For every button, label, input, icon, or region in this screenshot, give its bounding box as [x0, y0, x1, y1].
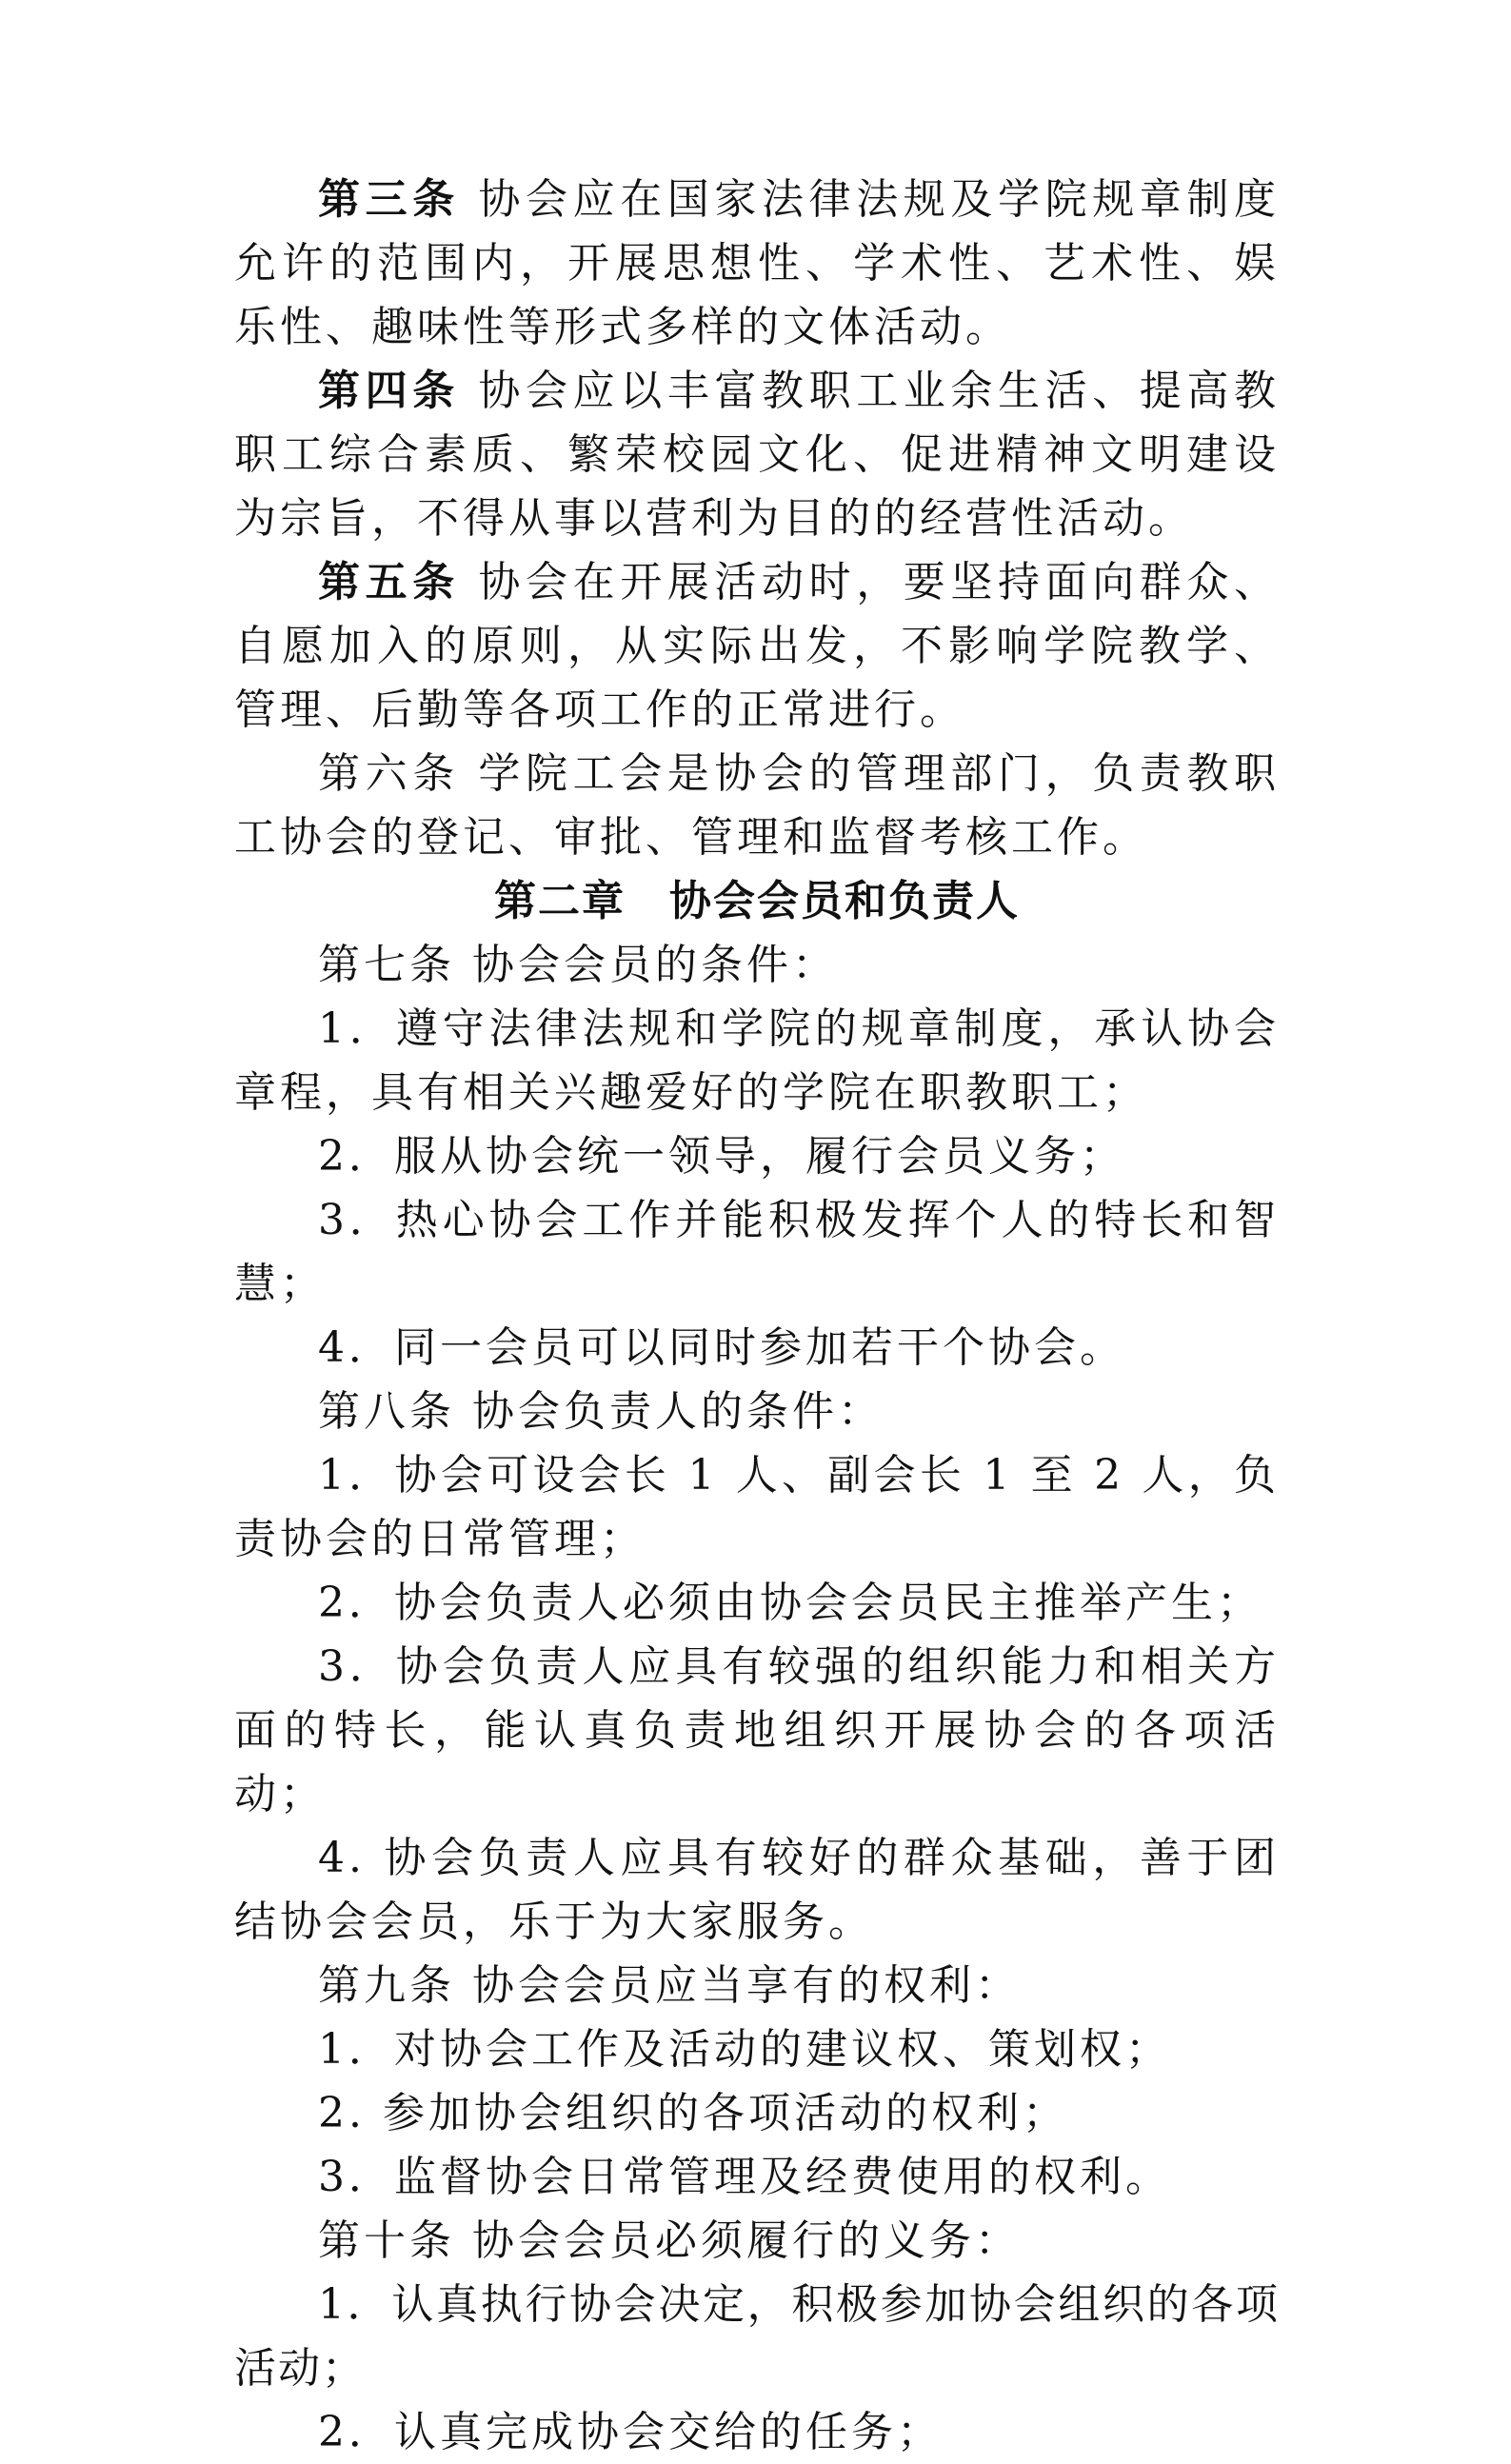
article-10: [234, 2209, 1280, 2273]
list-item: 3．监督协会日常管理及经费使用的权利。: [318, 2153, 1171, 2201]
list-item: 1．遵守法律法规和学院的规章制度，承认协会章程，具有相关兴趣爱好的学院在职教职工；: [234, 1004, 1280, 1117]
list-item: 1．协会可设会长 1 人、副会长 1 至 2 人，负责协会的日常管理；: [234, 1451, 1280, 1563]
list-item: 1．对协会工作及活动的建议权、策划权；: [318, 2025, 1171, 2074]
article-text: 协会负责人的条件：: [472, 1387, 884, 1436]
list-item: 3．协会负责人应具有较强的组织能力和相关方面的特长，能认真负责地组织开展协会的各项活动；: [234, 1642, 1280, 1818]
article-text: 协会会员应当享有的权利：: [472, 1961, 1021, 2010]
article-label: 第十条: [318, 2216, 455, 2265]
article-text: 协会会员的条件：: [472, 941, 838, 989]
list-item: 1．认真执行协会决定，积极参加协会组织的各项活动；: [234, 2280, 1280, 2393]
article-text: 学院工会是协会的管理部门，负责教职工协会的登记、审批、管理和监督考核工作。: [234, 749, 1281, 862]
article-text: 协会应以丰富教职工业余生活、提高教职工综合素质、繁荣校园文化、促进精神文明建设为宗旨，不得从事以营利为目的的经营性活动。: [234, 367, 1281, 543]
list-item: 2．协会负责人必须由协会会员民主推举产生；: [318, 1579, 1262, 1627]
article-9: [234, 1954, 1280, 2017]
article-label: 第三条: [318, 175, 460, 224]
article-text: 协会应在国家法律法规及学院规章制度允许的范围内，开展思想性、学术性、艺术性、娱乐性、趣味性等形式多样的文体活动。: [234, 175, 1281, 351]
article-label: 第八条: [318, 1387, 455, 1436]
list-item: 3．热心协会工作并能积极发挥个人的特长和智慧；: [234, 1196, 1280, 1308]
article-text: 协会在开展活动时，要坚持面向群众、自愿加入的原则，从实际出发，不影响学院教学、管理、后勤等各项工作的正常进行。: [234, 558, 1281, 734]
list-item: 2．服从协会统一领导，履行会员义务；: [318, 1132, 1125, 1181]
article-label: 第五条: [318, 558, 460, 606]
article-label: 第四条: [318, 367, 460, 415]
article-3: [234, 168, 1280, 359]
chapter-heading: 第二章 协会会员和负责人: [494, 877, 1020, 925]
article-5: [234, 550, 1280, 742]
list-item: 4. 协会负责人应具有较好的群众基础，善于团结协会会员，乐于为大家服务。: [234, 1834, 1280, 1946]
article-label: 第六条: [318, 749, 460, 798]
article-8: [234, 1380, 1280, 1443]
article-4: [234, 359, 1280, 550]
document-body: [234, 168, 1280, 2464]
list-item: 4．同一会员可以同时参加若干个协会。: [318, 1323, 1125, 1372]
article-label: 第九条: [318, 1961, 455, 2010]
article-7: [234, 933, 1280, 997]
list-item: 2. 参加协会组织的各项活动的权利；: [318, 2089, 1068, 2137]
article-text: 协会会员必须履行的义务：: [472, 2216, 1021, 2265]
article-label: 第七条: [318, 941, 455, 989]
list-item: 2．认真完成协会交给的任务；: [318, 2408, 943, 2456]
article-6: [234, 742, 1280, 869]
